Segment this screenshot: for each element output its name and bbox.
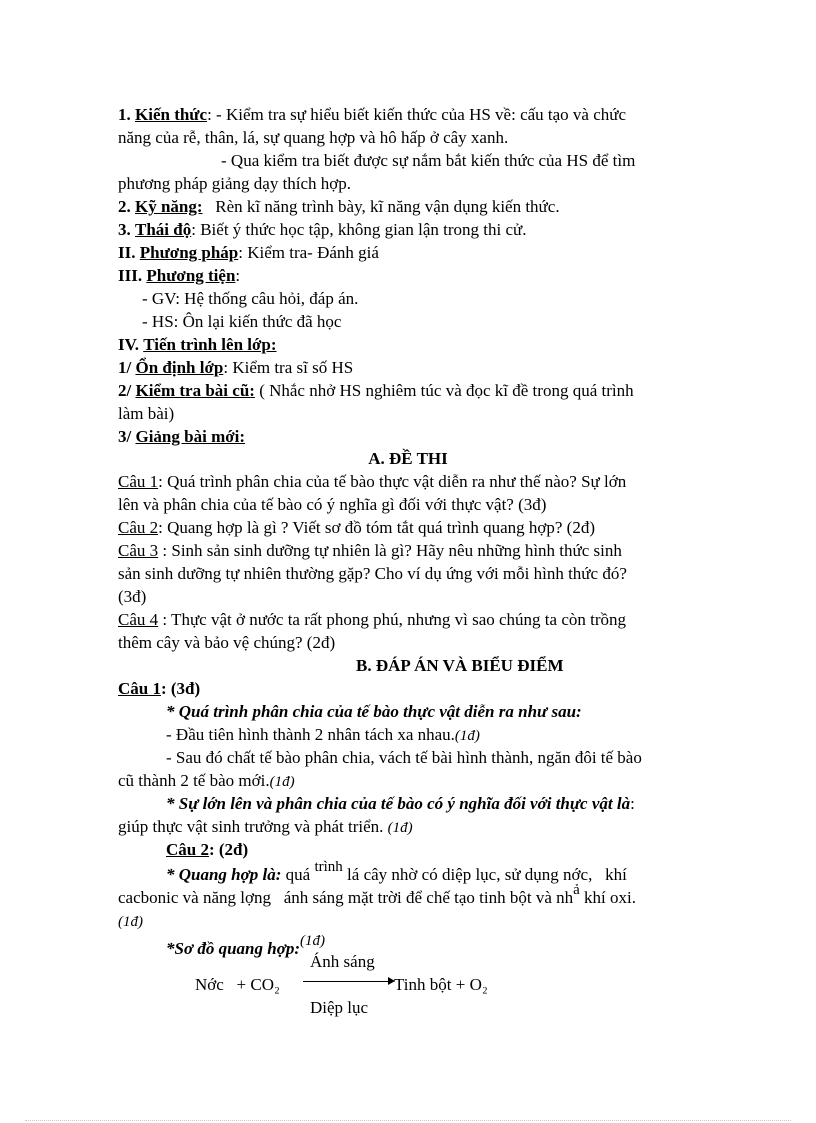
step-number: 3/ bbox=[118, 427, 132, 446]
section-title: Kiến thức bbox=[135, 105, 208, 124]
diagram-below-label: Diệp lục bbox=[310, 998, 369, 1017]
means-line bbox=[118, 265, 240, 288]
question-label: Câu 2 bbox=[118, 518, 159, 537]
question-4-line-2 bbox=[118, 632, 335, 655]
question-label: Câu 3 bbox=[118, 541, 159, 560]
knowledge-line-1 bbox=[118, 104, 626, 127]
answer-label: Câu 1 bbox=[118, 679, 161, 698]
section-number: 1. bbox=[118, 105, 131, 124]
question-text: : Thực vật ở nước ta rất phong phú, nhưng vì sao chúng ta còn trồng bbox=[158, 610, 626, 629]
score: (1đ) bbox=[454, 728, 480, 744]
diagram-arrow bbox=[303, 976, 395, 988]
section-number: 3. bbox=[118, 220, 131, 239]
answer-label: Câu 2 bbox=[166, 840, 209, 859]
question-4-line-1 bbox=[118, 609, 626, 632]
diagram-title: *Sơ đồ quang hợp: bbox=[166, 939, 300, 958]
answer-1-point-2b bbox=[118, 770, 295, 794]
exam-heading: A. ĐỀ THI bbox=[368, 449, 448, 468]
question-3-line-3 bbox=[118, 586, 146, 609]
score: (1đ) bbox=[299, 933, 325, 949]
means-gv bbox=[142, 288, 358, 311]
step-text: ( Nhắc nhở HS nghiêm túc và đọc kĩ đề trong quá trình bbox=[254, 381, 634, 400]
answer-text: cũ thành 2 tế bào mới. bbox=[118, 771, 270, 790]
question-label: Câu 4 bbox=[118, 610, 159, 629]
answers.a2.def_d: khí oxi. bbox=[579, 888, 636, 907]
diagram-reactants: Nớc + CO₂ bbox=[195, 975, 280, 994]
question-text: lên và phân chia của tế bào có ý nghĩa gì đối với thực vật? (3đ) bbox=[118, 495, 547, 514]
section-number: II. bbox=[118, 243, 136, 262]
answer-2-definition-1 bbox=[166, 859, 627, 888]
answers.a2.def_c: cacbonic và năng lợng ánh sáng mặt trời để chế tạo tinh bột và nh bbox=[118, 888, 574, 907]
score: (1đ) bbox=[387, 820, 413, 836]
step-text: làm bài) bbox=[118, 404, 175, 423]
answer-2-heading bbox=[166, 839, 248, 862]
answers.a2.def_a: quá bbox=[281, 865, 315, 884]
step-1-line bbox=[118, 357, 353, 380]
page-bottom-border bbox=[25, 1120, 791, 1121]
knowledge-line-2 bbox=[118, 127, 508, 150]
question-text: sản sinh dưỡng tự nhiên thường gặp? Cho ví dụ ứng với mỗi hình thức đó? bbox=[118, 564, 627, 583]
answer-1-subheading-2 bbox=[166, 793, 635, 816]
section-title: Thái độ bbox=[135, 220, 192, 239]
question-2-line bbox=[118, 517, 595, 540]
section-text: năng của rễ, thân, lá, sự quang hợp và hô hấp ở cây xanh. bbox=[118, 128, 509, 147]
answer-subheading: * Quá trình phân chia của tế bào thực vật diễn ra như sau: bbox=[166, 702, 582, 721]
secIII.colon: : bbox=[235, 266, 241, 285]
answer-1-heading bbox=[118, 678, 200, 701]
answer-text: - Sau đó chất tế bào phân chia, vách tế bài hình thành, ngăn đôi tế bào bbox=[166, 748, 642, 767]
answer-2-definition-2 bbox=[118, 882, 636, 911]
attitude-line bbox=[118, 219, 526, 242]
question-text: : Sinh sản sinh dưỡng tự nhiên là gì? Hãy nêu những hình thức sinh bbox=[158, 541, 622, 560]
answer-1-point-1 bbox=[166, 724, 480, 748]
answer-text: - Đầu tiên hình thành 2 nhân tách xa nhau. bbox=[166, 725, 455, 744]
section-number: 2. bbox=[118, 197, 131, 216]
answers.a2.def_sup1: trình bbox=[314, 859, 343, 875]
diagram-products: Tinh bột + O₂ bbox=[394, 975, 488, 994]
answer-subheading: * Sự lớn lên và phân chia của tế bào có ý nghĩa đối với thực vật là bbox=[166, 794, 631, 813]
method-line bbox=[118, 242, 379, 265]
answer-1-point-3 bbox=[118, 816, 413, 840]
section-title: Phương pháp bbox=[139, 243, 239, 262]
answers.a1.h2c: : bbox=[630, 794, 635, 813]
answers-heading: B. ĐÁP ÁN VÀ BIỂU ĐIỂM bbox=[356, 656, 564, 675]
diagram-title-line bbox=[166, 933, 325, 962]
section-title: Tiến trình lên lớp: bbox=[143, 335, 277, 354]
question-3-line-2 bbox=[118, 563, 627, 586]
section-text: : Biết ý thức học tập, không gian lận trong thi cử. bbox=[191, 220, 527, 239]
step-title: Kiểm tra bài cũ: bbox=[135, 381, 255, 400]
score: (1đ) bbox=[118, 914, 143, 930]
answer-points: : (2đ) bbox=[208, 840, 249, 859]
answer-2-definition-3 bbox=[118, 910, 143, 934]
knowledge-line-4 bbox=[118, 173, 351, 196]
answer-subheading: * Quang hợp là: bbox=[166, 865, 282, 884]
section-text: - Qua kiểm tra biết được sự nắm bắt kiến thức của HS để tìm bbox=[221, 151, 636, 170]
step-title: Giảng bài mới: bbox=[135, 427, 246, 446]
skills-line bbox=[118, 196, 560, 219]
question-text: : Quang hợp là gì ? Viết sơ đồ tóm tắt quá trình quang hợp? (2đ) bbox=[158, 518, 596, 537]
means-hs bbox=[142, 311, 341, 334]
section-text: : - Kiểm tra sự hiểu biết kiến thức của HS về: cấu tạo và chức bbox=[207, 105, 627, 124]
answer-1-subheading-1 bbox=[166, 701, 582, 724]
section-text: : Kiểm tra- Đánh giá bbox=[238, 243, 379, 262]
section-number: III. bbox=[118, 266, 143, 285]
section-text: - HS: Ôn lại kiến thức đã học bbox=[142, 312, 342, 331]
step-title: Ổn định lớp bbox=[135, 358, 224, 377]
step-text: : Kiểm tra sĩ số HS bbox=[223, 358, 354, 377]
step-2-line-2 bbox=[118, 403, 174, 426]
score: (1đ) bbox=[269, 774, 295, 790]
section-title: Phương tiện bbox=[146, 266, 236, 285]
question-label: Câu 1 bbox=[118, 472, 159, 491]
diagram-above-label: Ánh sáng bbox=[310, 952, 375, 971]
step-number: 1/ bbox=[118, 358, 132, 377]
section-text: phương pháp giảng dạy thích hợp. bbox=[118, 174, 352, 193]
section-number: IV. bbox=[118, 335, 139, 354]
answer-points: : (3đ) bbox=[160, 679, 201, 698]
step-number: 2/ bbox=[118, 381, 132, 400]
answer-1-point-2a bbox=[166, 747, 642, 770]
question-1-line-2 bbox=[118, 494, 546, 517]
section-text: - GV: Hệ thống câu hỏi, đáp án. bbox=[142, 289, 359, 308]
step-3-line bbox=[118, 426, 245, 449]
shaft bbox=[303, 981, 389, 982]
question-text: thêm cây và bảo vệ chúng? (2đ) bbox=[118, 633, 336, 652]
answers.a2.def_b: lá cây nhờ có diệp lục, sử dụng nớc, khí bbox=[342, 865, 627, 884]
section-title: Kỹ năng: bbox=[135, 197, 203, 216]
question-text: (3đ) bbox=[118, 587, 147, 606]
process-line bbox=[118, 334, 277, 357]
step-2-line bbox=[118, 380, 634, 403]
knowledge-line-3 bbox=[221, 150, 635, 173]
answers.a2.def_sup2: ả bbox=[573, 882, 580, 898]
question-text: : Quá trình phân chia của tế bào thực vật diễn ra như thế nào? Sự lớn bbox=[158, 472, 627, 491]
section-text: Rèn kĩ năng trình bày, kĩ năng vận dụng kiến thức. bbox=[202, 197, 560, 216]
question-3-line-1 bbox=[118, 540, 622, 563]
question-1-line-1 bbox=[118, 471, 626, 494]
answer-text: giúp thực vật sinh trưởng và phát triển. bbox=[118, 817, 388, 836]
